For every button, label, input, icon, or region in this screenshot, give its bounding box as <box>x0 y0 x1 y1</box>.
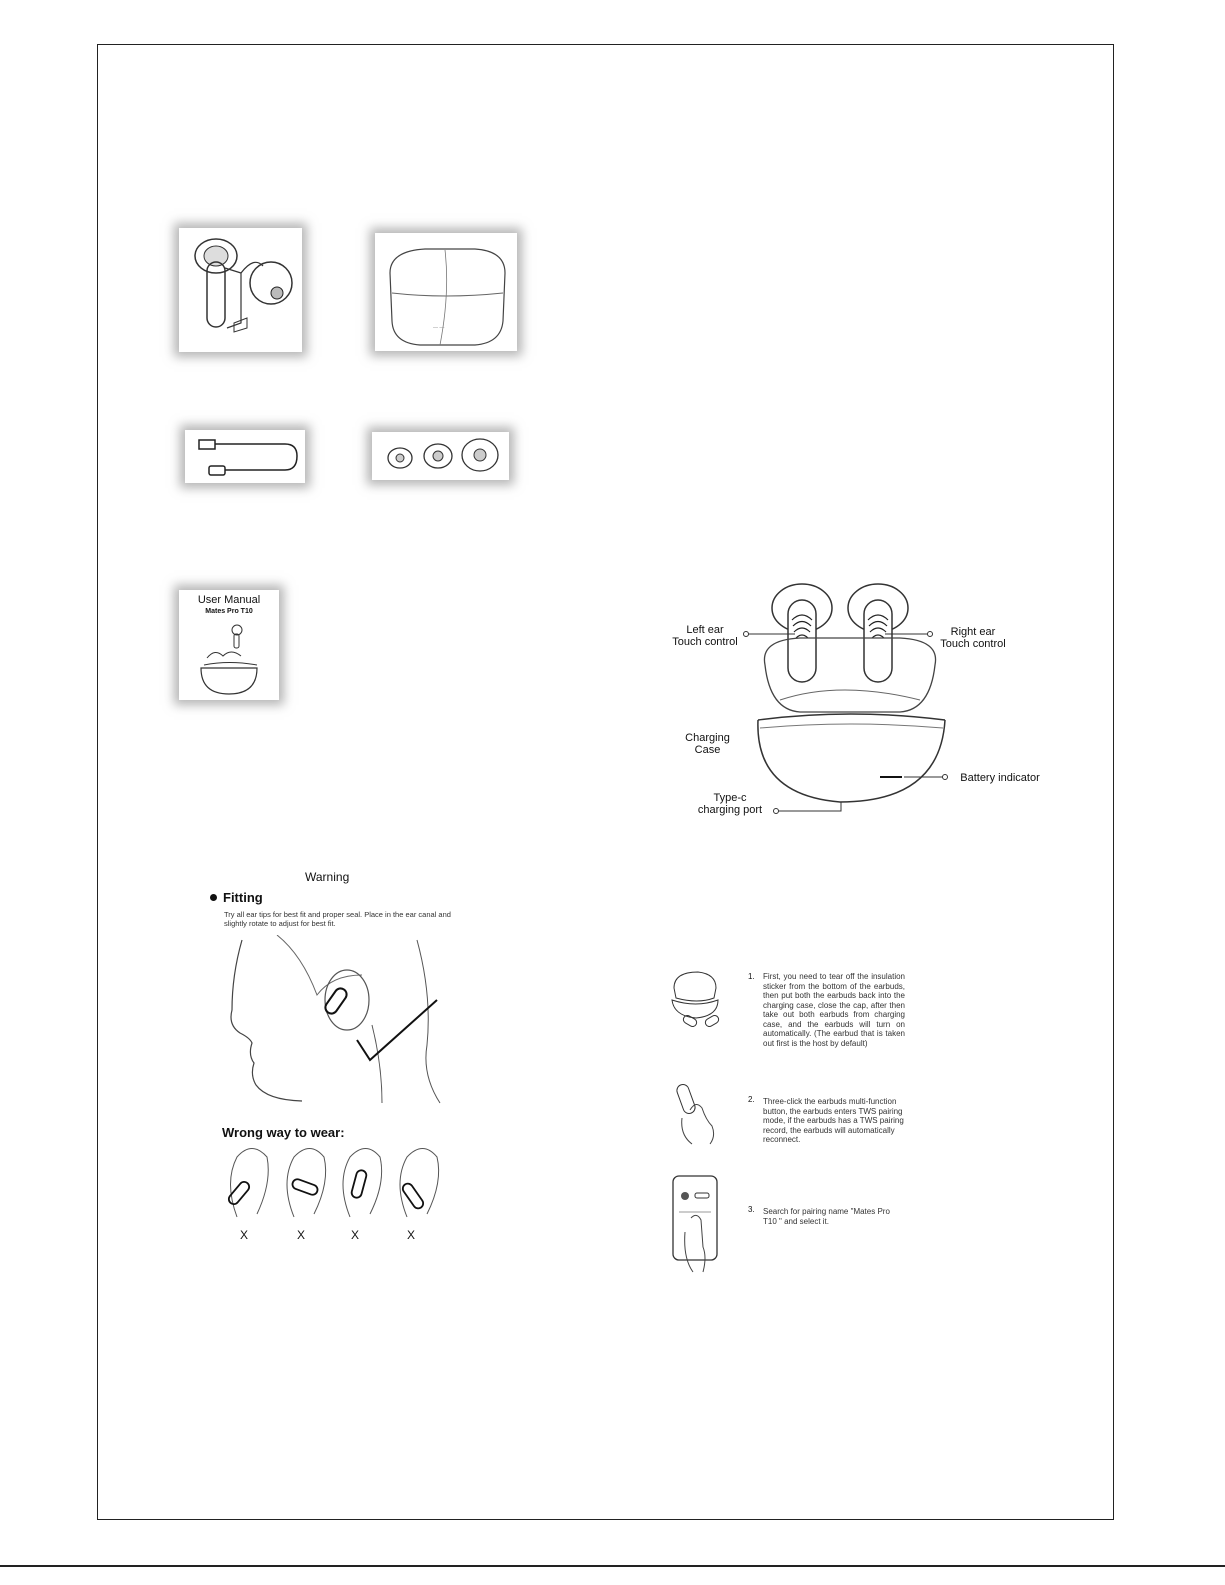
fitting-instructions: Try all ear tips for best fit and proper seal. Place in the ear canal and slightly rotate to adjust for best fit. <box>224 910 451 928</box>
manual-title: User Manual <box>197 594 261 606</box>
charging-case-label-line2: Case <box>694 744 721 756</box>
step-3-number: 3. <box>748 1205 755 1214</box>
right-ear-label-line2: Touch control <box>940 638 1006 650</box>
svg-text:— —: — — <box>433 325 445 331</box>
step-3-phone-image <box>667 1172 727 1274</box>
step-2-number: 2. <box>748 1095 755 1104</box>
earbud-image <box>179 228 302 352</box>
wrong-mark-2: X <box>297 1228 306 1242</box>
step-2-image <box>672 1080 722 1146</box>
charging-case-label-line1: Charging <box>685 732 730 744</box>
step-3-text: Search for pairing name "Mates Pro T10 " and select it. <box>763 1207 890 1226</box>
warning-heading: Warning <box>305 870 350 884</box>
type-c-port-label <box>690 792 770 816</box>
product-diagram <box>660 570 1060 830</box>
type-c-port-label-line2: charging port <box>697 804 763 816</box>
type-c-port-label-line1: Type-c <box>713 792 747 804</box>
wrong-way-heading: Wrong way to wear: <box>222 1125 345 1140</box>
step-1-text: First, you need to tear off the insulation sticker from the bottom of the earbuds, then put both the earbuds back into the charging case, close the cap, after then take out both earbuds from charging case, and the earbuds will turn on automatically. (The earbud that is taken out first is the host by default) <box>763 972 905 1048</box>
head-fitting-illustration <box>222 935 462 1105</box>
wrong-wear-illustrations <box>222 1142 452 1222</box>
right-ear-label-line1: Right ear <box>950 626 996 638</box>
step-1-image <box>668 968 738 1034</box>
wrong-mark-3: X <box>351 1228 360 1242</box>
left-ear-label-line2: Touch control <box>672 636 738 648</box>
battery-indicator-label: Battery indicator <box>960 772 1040 784</box>
right-ear-label <box>933 626 1013 650</box>
bullet-icon <box>210 894 217 901</box>
left-ear-label-line1: Left ear <box>686 624 724 636</box>
usb-cable-image <box>185 430 305 483</box>
charging-case-image <box>375 233 517 351</box>
wrong-mark-1: X <box>240 1228 249 1242</box>
bottom-rule <box>0 1565 1225 1567</box>
left-ear-label <box>665 624 745 648</box>
step-2-text: Three-click the earbuds multi-function button, the earbuds enters TWS pairing mode, if the earbuds has a TWS pairing record, the earbuds will automatically reconnect. <box>763 1097 904 1144</box>
step-1-number: 1. <box>748 972 755 981</box>
manual-subtitle: Mates Pro T10 <box>205 608 253 615</box>
ear-tips-image <box>372 432 509 480</box>
fitting-heading: Fitting <box>223 890 263 905</box>
wrong-mark-4: X <box>407 1228 416 1242</box>
user-manual-image <box>179 590 279 700</box>
charging-case-label <box>675 732 740 756</box>
